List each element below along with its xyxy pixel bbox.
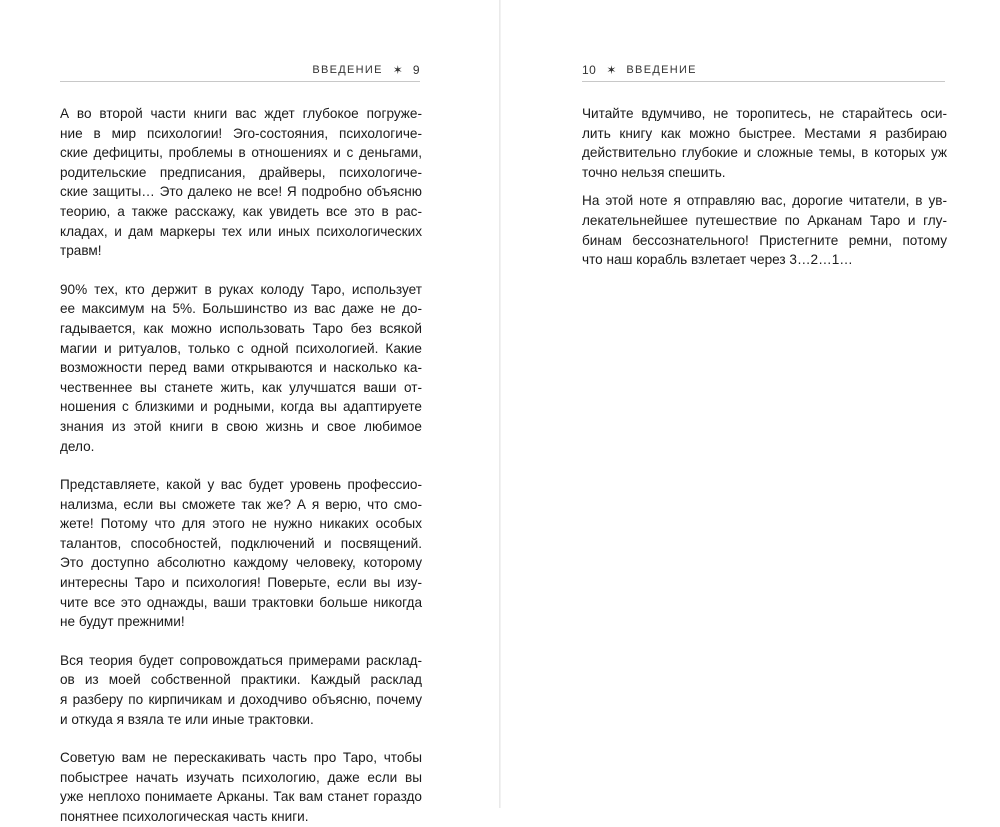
text-line: Советую вам не перескакивать часть про Таро, чтобы — [60, 750, 422, 766]
header-rule — [582, 81, 945, 82]
text-line: чите все это однажды, ваши трактовки больше никогда — [60, 594, 422, 610]
paragraph — [60, 475, 422, 632]
paragraph — [60, 748, 422, 826]
paragraph — [582, 191, 947, 269]
text-line: ее максимум на 5%. Большинство из вас даже не до- — [60, 301, 422, 317]
page-number: 9 — [412, 63, 420, 77]
text-line: А во второй части книги вас ждет глубокое погруже- — [60, 106, 422, 121]
text-line: уже неплохо понимаете Арканы. Так вам станет гораздо — [60, 789, 422, 805]
body-text — [582, 104, 947, 270]
text-line: действительно глубокие и сложные темы, в которых уж — [582, 145, 947, 161]
text-line: чественнее вы станете жить, как улучшатся ваши от- — [60, 379, 422, 395]
text-line: На этой ноте я отправляю вас, дорогие читатели, в ув- — [582, 193, 947, 209]
text-line: Вся теория будет сопровождаться примерами расклад- — [60, 652, 422, 668]
text-line: бинам бессознательного! Пристегните ремни, потому — [582, 232, 947, 248]
text-line: нализма, если вы сможете так же? А я верю, что смо- — [60, 496, 422, 512]
star-ornament-icon: ✶ — [606, 63, 617, 77]
text-line: понятнее психологическая часть книги. — [60, 809, 309, 824]
text-line: ношения с близкими и родными, когда вы адаптируете — [60, 399, 422, 415]
text-line: ские защиты… Это далеко не все! Я подробно объясню — [60, 184, 422, 200]
text-line: дело. — [60, 438, 95, 454]
running-header — [582, 60, 697, 80]
text-line: что наш корабль взлетает через 3…2…1… — [582, 252, 853, 268]
text-line: Это доступно абсолютно каждому человеку, которому — [60, 555, 422, 571]
text-line: интересны Таро и психология! Поверьте, если вы изу- — [60, 575, 422, 591]
text-line: знания из этой книги в свою жизнь и свое любимое — [60, 418, 422, 434]
text-line: кладах, и дам маркеры тех или иных психологических — [60, 223, 422, 239]
text-line: точно нельзя спешить. — [582, 164, 726, 180]
text-line: гадывается, как можно использовать Таро без всякой — [60, 320, 422, 336]
text-line: и откуда я взяла те или иные трактовки. — [60, 711, 314, 727]
text-line: побыстрее начать изучать психологию, даже если вы — [60, 769, 422, 785]
text-line: теорию, а также расскажу, как увидеть все это в рас- — [60, 203, 422, 219]
text-line: талантов, способностей, подключений и посвящений. — [60, 535, 422, 551]
text-line: Представляете, какой у вас будет уровень профессио- — [60, 477, 422, 493]
text-line: не будут прежними! — [60, 614, 185, 630]
body-text — [60, 104, 422, 827]
text-line: родительские предписания, драйверы, психологиче- — [60, 164, 422, 180]
text-line: ские дефициты, проблемы в отношениях и с деньгами, — [60, 145, 422, 161]
paragraph — [60, 104, 422, 261]
star-ornament-icon: ✶ — [392, 63, 403, 77]
text-line: ов из моей собственной практики. Каждый расклад — [60, 672, 422, 688]
text-line: жете! Потому что для этого не нужно никаких особых — [60, 516, 422, 532]
chapter-title: ВВЕДЕНИЕ — [312, 64, 383, 76]
text-line: травм! — [60, 243, 102, 259]
text-line: возможности перед вами открываются и насколько ка- — [60, 360, 422, 376]
text-line: магии и ритуалов, только с одной психологией. Какие — [60, 340, 422, 356]
left-page — [0, 0, 500, 824]
paragraph — [60, 651, 422, 729]
text-line: лить книгу как можно быстрее. Местами я разбираю — [582, 125, 947, 141]
right-page — [500, 0, 1000, 808]
text-line: Читайте вдумчиво, не торопитесь, не старайтесь оси- — [582, 106, 947, 121]
paragraph — [582, 104, 947, 182]
text-line: ние в мир психологии! Эго-состояния, психологиче- — [60, 125, 422, 141]
header-rule — [60, 81, 420, 82]
running-header — [312, 60, 420, 80]
page-number: 10 — [582, 63, 597, 77]
text-line: я разберу по кирпичикам и доходчиво объясню, почему — [60, 692, 422, 708]
paragraph — [60, 280, 422, 456]
text-line: 90% тех, кто держит в руках колоду Таро, использует — [60, 281, 422, 297]
text-line: лекательнейшее путешествие по Арканам Таро и глу- — [582, 212, 947, 228]
chapter-title: ВВЕДЕНИЕ — [626, 64, 697, 76]
